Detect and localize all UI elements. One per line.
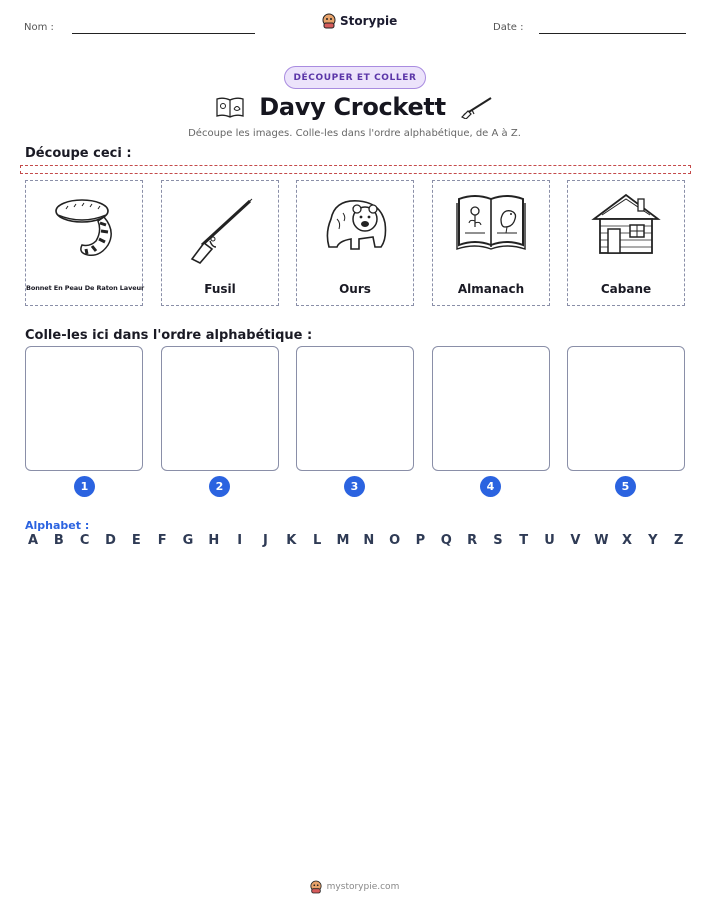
cut-card-coonskin-cap[interactable]	[25, 180, 143, 306]
card-label: Fusil	[204, 282, 236, 296]
alphabet-label: Alphabet :	[25, 519, 90, 532]
card-label: Ours	[339, 282, 371, 296]
number-badge-3: 3	[344, 476, 365, 497]
alphabet-letter: U	[544, 533, 555, 548]
card-label: Cabane	[600, 282, 652, 296]
paste-box-3[interactable]	[296, 346, 414, 471]
paste-box-1[interactable]	[25, 346, 143, 471]
paste-box-4[interactable]	[432, 346, 550, 471]
alphabet-letter: Z	[673, 533, 684, 548]
alphabet-letter: Q	[440, 533, 452, 548]
date-label: Date :	[493, 22, 524, 33]
cabin-icon	[586, 189, 666, 259]
number-badge-2: 2	[209, 476, 230, 497]
cut-card-bear[interactable]	[296, 180, 414, 306]
alphabet-letter: J	[263, 533, 268, 548]
alphabet-row	[26, 533, 686, 548]
paste-section-label: Colle-les ici dans l'ordre alphabétique :	[25, 328, 313, 343]
date-line	[539, 33, 686, 34]
number-badge-5: 5	[615, 476, 636, 497]
alphabet-letter: L	[312, 533, 322, 548]
instructions: Découpe les images. Colle-les dans l'ordre alphabétique, de A à Z.	[188, 128, 521, 139]
alphabet-letter: D	[105, 533, 116, 548]
cut-line	[20, 165, 691, 174]
rifle-icon	[460, 95, 494, 119]
card-label: Bonnet En Peau De Raton Laveur	[26, 284, 145, 292]
cut-card-cabin[interactable]	[567, 180, 685, 306]
bear-icon	[315, 189, 395, 259]
alphabet-letter: A	[27, 533, 39, 548]
book-icon	[215, 95, 245, 119]
alphabet-letter: B	[53, 533, 64, 548]
brand-name: Storypie	[340, 14, 398, 28]
title-row	[0, 93, 709, 121]
storypie-mascot-icon	[322, 13, 336, 29]
coonskin-cap-icon	[44, 189, 124, 269]
alphabet-letter: I	[237, 533, 243, 548]
alphabet-letter: Y	[648, 533, 658, 548]
alphabet-letter: W	[594, 533, 609, 548]
activity-tag: DÉCOUPER ET COLLER	[284, 66, 426, 89]
alphabet-letter: R	[467, 533, 478, 548]
alphabet-letter: N	[363, 533, 375, 548]
card-label: Almanach	[457, 282, 525, 296]
cut-card-rifle[interactable]	[161, 180, 279, 306]
alphabet-letter: V	[570, 533, 581, 548]
alphabet-letter: M	[336, 533, 350, 548]
paste-box-2[interactable]	[161, 346, 279, 471]
alphabet-letter: C	[79, 533, 90, 548]
alphabet-letter: X	[622, 533, 633, 548]
name-label: Nom :	[24, 22, 54, 33]
number-badge-1: 1	[74, 476, 95, 497]
brand-logo	[322, 13, 397, 29]
number-badge-4: 4	[480, 476, 501, 497]
name-line	[72, 33, 255, 34]
alphabet-letter: F	[157, 533, 167, 548]
footer	[0, 880, 709, 894]
rifle-icon	[180, 189, 260, 269]
alphabet-letter: P	[415, 533, 426, 548]
alphabet-letter: O	[389, 533, 401, 548]
alphabet-letter: T	[519, 533, 529, 548]
alphabet-letter: H	[208, 533, 220, 548]
cut-section-label: Découpe ceci :	[25, 146, 132, 161]
storypie-mascot-icon	[310, 880, 322, 894]
alphabet-letter: K	[286, 533, 297, 548]
alphabet-letter: S	[493, 533, 503, 548]
paste-box-5[interactable]	[567, 346, 685, 471]
page-title: Davy Crockett	[259, 93, 446, 121]
cut-card-almanac[interactable]	[432, 180, 550, 306]
footer-site: mystorypie.com	[326, 882, 400, 892]
alphabet-letter: G	[182, 533, 194, 548]
alphabet-letter: E	[131, 533, 141, 548]
almanac-book-icon	[451, 189, 531, 255]
